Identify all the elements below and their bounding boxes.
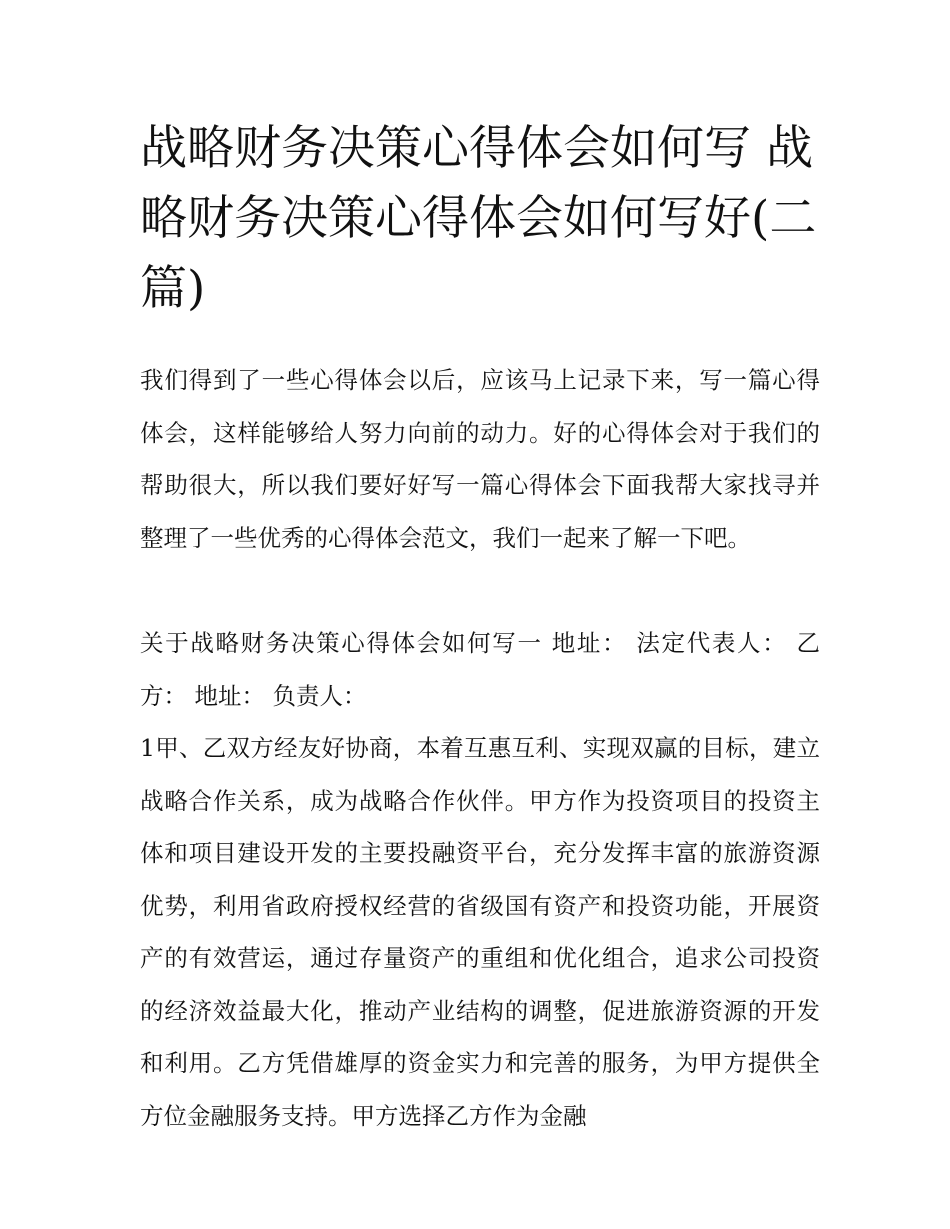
document-title: 战略财务决策心得体会如何写 战略财务决策心得体会如何写好(二篇) xyxy=(140,121,817,316)
party-info-paragraph: 关于战略财务决策心得体会如何写一 地址： 法定代表人： 乙方： 地址： 负责人： xyxy=(140,629,820,710)
clause-paragraph: 1甲、乙双方经友好协商，本着互惠互利、实现双赢的目标，建立战略合作关系，成为战略合作伙伴。甲方作为投资项目的投资主体和项目建设开发的主要投融资平台，充分发挥丰富的旅游资源优势，利用省政府授权经营的省级国有资产和投资功能，开展资产的有效营运，通过存量资产的重组和优化组合，追求公司投资的经济效益最大化，推动产业结构的调整，促进旅游资源的开发和利用。乙方凭借雄厚的资金实力和完善的服务，为甲方提供全方位金融服务支持。甲方选择乙方作为金融 xyxy=(140,734,820,1130)
intro-paragraph: 我们得到了一些心得体会以后，应该马上记录下来，写一篇心得体会，这样能够给人努力向前的动力。好的心得体会对于我们的帮助很大，所以我们要好好写一篇心得体会下面我帮大家找寻并整理了一些优秀的心得体会范文，我们一起来了解一下吧。 xyxy=(140,366,820,552)
